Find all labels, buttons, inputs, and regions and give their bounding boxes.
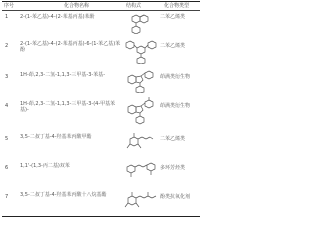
row-number: 6 <box>5 165 9 171</box>
compound-name: 1H-茚,2,3-二氢-1,1,3-三甲基-3-苯基- <box>20 72 106 78</box>
table-bottom-rule <box>2 216 200 217</box>
compound-name: 2-(1-苯乙基)-4-(2-苯基丙基)-6-(1-苯乙基)苯酚 <box>20 41 121 53</box>
table-header-rule <box>2 10 200 11</box>
table-row <box>0 37 202 65</box>
header-compound-type: 化合物类型 <box>164 3 190 9</box>
table-row <box>0 188 202 215</box>
table-row <box>0 12 202 34</box>
molecule-structure-icon <box>122 97 160 127</box>
molecule-structure-icon <box>122 188 160 215</box>
molecule-structure-icon <box>122 69 160 93</box>
table-row <box>0 97 202 127</box>
header-compound-name: 化合物名称 <box>64 3 90 9</box>
compound-name: 3,5-二叔丁基-4-羟基苯丙酸甲酯 <box>20 134 92 140</box>
compound-name: 1,1'-(1,3-丙二基)双苯 <box>20 163 70 169</box>
molecule-structure-icon <box>122 38 160 64</box>
row-number: 7 <box>5 194 9 200</box>
molecule-structure-icon <box>122 12 160 34</box>
table-row <box>0 68 202 94</box>
compound-type: 二苯乙烯类 <box>160 136 186 142</box>
molecule-structure-icon <box>122 130 160 154</box>
row-number: 4 <box>5 103 9 109</box>
table-row <box>0 157 202 185</box>
compound-type: 茚满类衍生物 <box>160 74 191 80</box>
table-row <box>0 130 202 154</box>
compound-type: 二苯乙烯类 <box>160 43 186 49</box>
compound-type: 多环芳烃类 <box>160 165 186 171</box>
compound-name: 3,5-二叔丁基-4-羟基苯丙酸十八烷基酯 <box>20 192 107 198</box>
header-number: 序号 <box>4 3 15 9</box>
row-number: 3 <box>5 74 9 80</box>
header-structure: 结构式 <box>126 3 142 9</box>
molecule-structure-icon <box>122 157 160 185</box>
row-number: 5 <box>5 136 9 142</box>
compound-type: 二苯乙烯类 <box>160 14 186 20</box>
compound-name: 1H-茚,2,3-二氢-1,1,3-三甲基-3-(4-甲基苯基)- <box>20 101 116 113</box>
row-number: 2 <box>5 43 9 49</box>
compound-type: 茚满类衍生物 <box>160 103 191 109</box>
compound-type: 酚类抗氧化剂 <box>160 194 191 200</box>
row-number: 1 <box>5 14 9 20</box>
compound-name: 2-(1-苯乙基)-4-(2-苯基丙基)苯酚 <box>20 14 95 20</box>
